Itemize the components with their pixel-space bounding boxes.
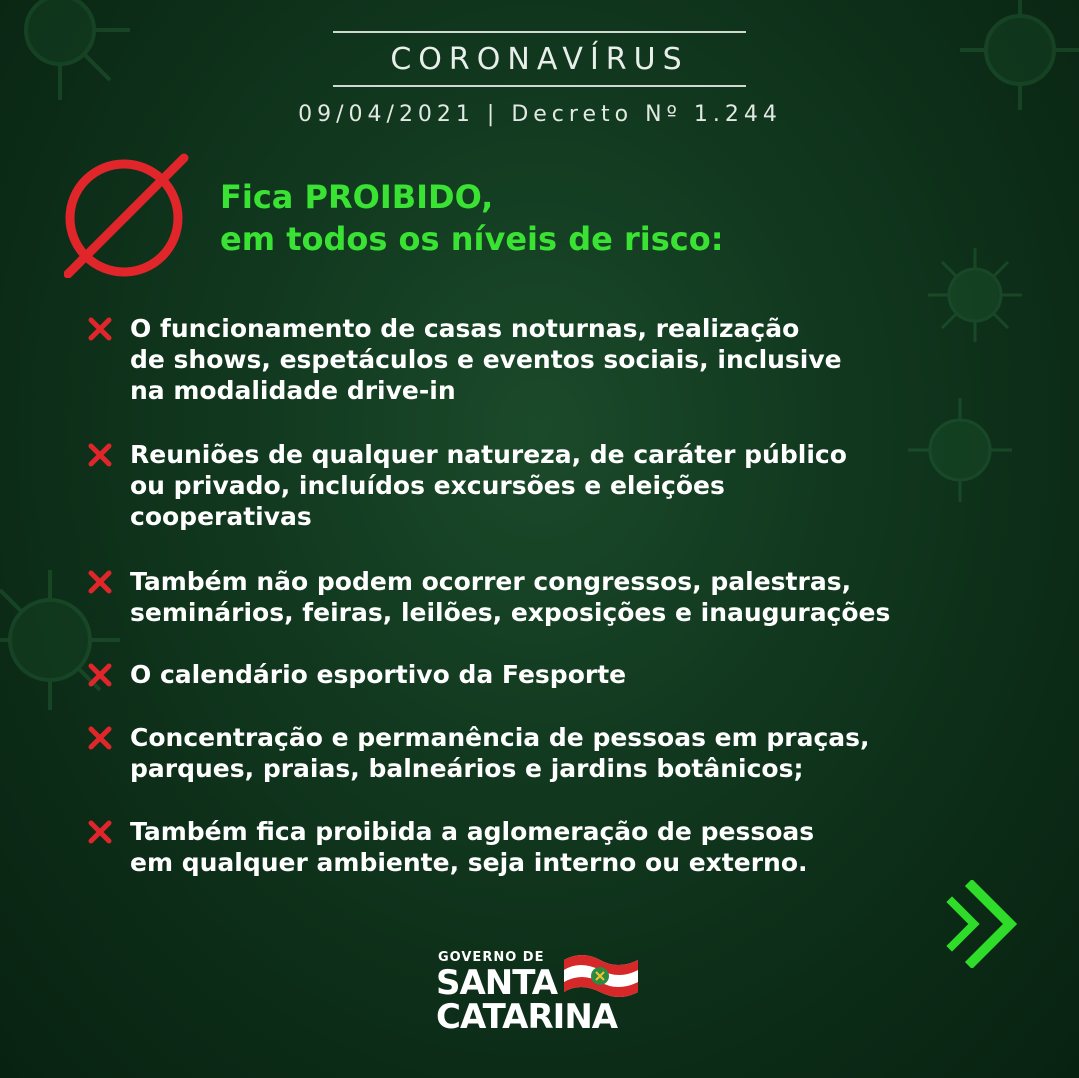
header-title: CORONAVÍRUS [390,42,689,77]
governo-santa-catarina-logo [436,948,646,1038]
logo-line-3: CATARINA [436,997,618,1037]
red-x-icon [86,441,114,469]
santa-catarina-flag-icon [560,950,642,1000]
list-item-text: Concentração e permanência de pessoas em praças, parques, praias, balneários e jardins botânicos; [130,723,870,783]
red-x-icon [86,724,114,752]
logo-line-2: SANTA [436,963,558,1003]
red-x-icon [86,568,114,596]
list-item-text: O calendário esportivo da Fesporte [130,660,627,689]
list-item-text: Também fica proibida a aglomeração de pessoas em qualquer ambiente, seja interno ou externo. [130,817,815,877]
red-x-icon [86,661,114,689]
prohibited-sign-icon [64,150,192,278]
headline-line-2: em todos os níveis de risco: [220,220,724,258]
header-bottom-rule [333,85,746,87]
double-chevron-right-icon[interactable] [946,880,1024,968]
header-top-rule [333,31,746,33]
headline-line-1: Fica PROIBIDO, [220,178,494,216]
list-item-text: Também não podem ocorrer congressos, palestras, seminários, feiras, leilões, exposições e inaugurações [130,567,891,627]
decree-subtitle: 09/04/2021 | Decreto Nº 1.244 [298,102,782,127]
list-item-text: Reuniões de qualquer natureza, de caráter público ou privado, incluídos excursões e eleições cooperativas [130,440,847,531]
red-x-icon [86,818,114,846]
list-item-text: O funcionamento de casas noturnas, realização de shows, espetáculos e eventos sociais, inclusive na modalidade drive-in [130,314,842,405]
logo-line-1: GOVERNO DE [438,950,545,965]
red-x-icon [86,315,114,343]
virus-decoration-icon [0,0,160,120]
headline [220,176,920,260]
virus-decoration-icon [950,0,1079,120]
